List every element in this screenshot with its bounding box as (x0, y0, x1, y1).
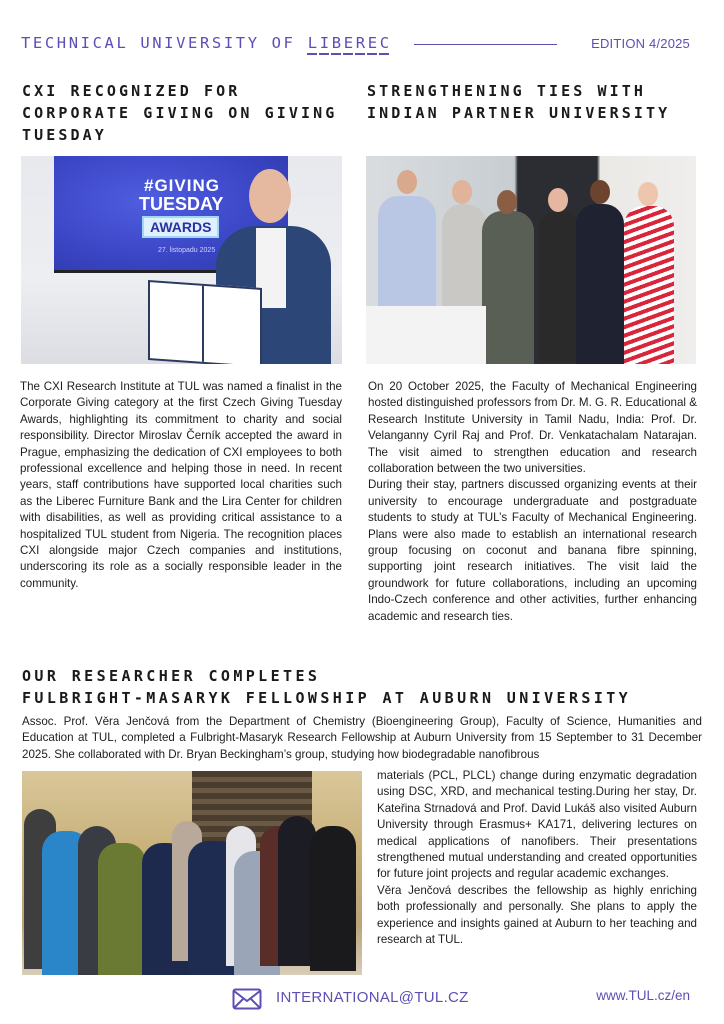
screen-text: TUESDAY (139, 194, 224, 214)
brand-letter: R (355, 34, 365, 55)
person-head (548, 188, 568, 212)
brand-letter: I (319, 34, 329, 55)
article-photo-fulbright (22, 771, 362, 975)
article-body-indian-partner (368, 379, 697, 625)
person-head (249, 169, 291, 223)
person-head (590, 180, 610, 204)
page-header (21, 34, 724, 56)
contact-email-link[interactable]: INTERNATIONAL@TUL.CZ (276, 989, 469, 1006)
edition-label: EDITION 4/2025 (591, 36, 690, 51)
screen-text: AWARDS (142, 216, 219, 238)
brand-letter: L (307, 34, 317, 55)
brand-letter: E (343, 34, 353, 55)
paragraph: The CXI Research Institute at TUL was named a finalist in the Corporate Giving category at the first Czech Giving Tuesday Awards, highlighting its commitment to charity and social responsibility. Director Miroslav Černík accepted the award in Prague, emphasizing the dedication of CXI employees to both professional excellence and helping those in need. In recent years, staff contributions have supported local charities such as the Liberec Furniture Bank and the Lira Center for children with disabilities, as well as providing critical assistance to a hospitalized TUL student from Nigeria. The recognition places CXI alongside major Czech companies and institutions, underscoring its role as a socially responsible leader in the community. (20, 380, 342, 590)
brand-prefix: TECHNICAL UNIVERSITY OF (21, 34, 308, 52)
article-title-fulbright: OUR RESEARCHER COMPLETES FULBRIGHT-MASARYK FELLOWSHIP AT AUBURN UNIVERSITY (22, 667, 632, 707)
screen-text: #GIVING (144, 176, 220, 195)
article-body-fulbright (377, 768, 697, 948)
person-figure (310, 826, 356, 971)
article-title-cxi: CXI RECOGNIZED FOR CORPORATE GIVING ON GIVING TUESDAY (22, 82, 338, 144)
person-head (497, 190, 517, 214)
article-intro-fulbright: Assoc. Prof. Věra Jenčová from the Department of Chemistry (Bioengineering Group), Faculty of Science, Humanities and Education at TUL, completed a Fulbright-Masaryk Research Fellowship at Auburn University from 15 September to 31 December 2025. She collaborated with Dr. Bryan Beckingham’s group, studying how biodegradable nanofibrous (22, 715, 702, 761)
person-head (452, 180, 472, 204)
person-head (638, 182, 658, 206)
article-body-cxi (20, 379, 342, 592)
article-title-indian-partner: STRENGTHENING TIES WITH INDIAN PARTNER UNIVERSITY (367, 82, 671, 122)
header-divider (414, 44, 557, 45)
person-head (397, 170, 417, 194)
screen-date: 27. listopadu 2025 (158, 247, 216, 254)
paragraph: On 20 October 2025, the Faculty of Mechanical Engineering hosted distinguished professors from Dr. M. G. R. Educational & Research Institute University in Tamil Nadu, India: Prof. Dr. Velanganny Cyril Raj and Prof. Dr. Venkatachalam Natarajan. The visit aimed to strengthen education and research collaboration between the two universities. (368, 380, 697, 476)
article-photo-cxi (21, 156, 342, 364)
brand-letter: B (331, 34, 341, 55)
envelope-icon[interactable] (232, 988, 262, 1010)
university-name (21, 34, 391, 55)
paragraph: During their stay, partners discussed organizing events at their university to encourage undergraduate and postgraduate students to study at TUL’s Faculty of Mechanical Engineering. Plans were also made to establish an international research group focusing on coconut and banana fibre spinning, supporting joint research initiatives. The visit laid the groundwork for future collaborations, including an upcoming Indo-Czech conference and other activities, further enhancing academic and research ties. (368, 478, 697, 623)
brand-city (307, 34, 391, 52)
table (366, 306, 486, 364)
person-figure (576, 204, 624, 364)
brand-letter: C (379, 34, 389, 55)
paragraph: materials (PCL, PLCL) change during enzymatic degradation using DSC, XRD, and mechanical testing.During her stay, Dr. Kateřina Strnadová and Prof. David Lukáš also visited Auburn University through Erasmus+ KA171, delivering lectures on medical applications of nanofibers. Their presentations strengthened mutual understanding and created opportunities for future joint projects and regular academic exchanges. (377, 769, 697, 881)
certificate (148, 280, 262, 364)
article-photo-indian-partner (366, 156, 696, 364)
brand-letter: E (367, 34, 377, 55)
person-figure (624, 206, 674, 364)
person-figure (98, 843, 146, 975)
paragraph: Věra Jenčová describes the fellowship as highly enriching both professionally and personally. She plans to apply the experience and insights gained at Auburn to her teaching and research at TUL. (377, 883, 697, 947)
website-link[interactable]: www.TUL.cz/en (596, 988, 690, 1003)
person-figure (482, 211, 534, 364)
